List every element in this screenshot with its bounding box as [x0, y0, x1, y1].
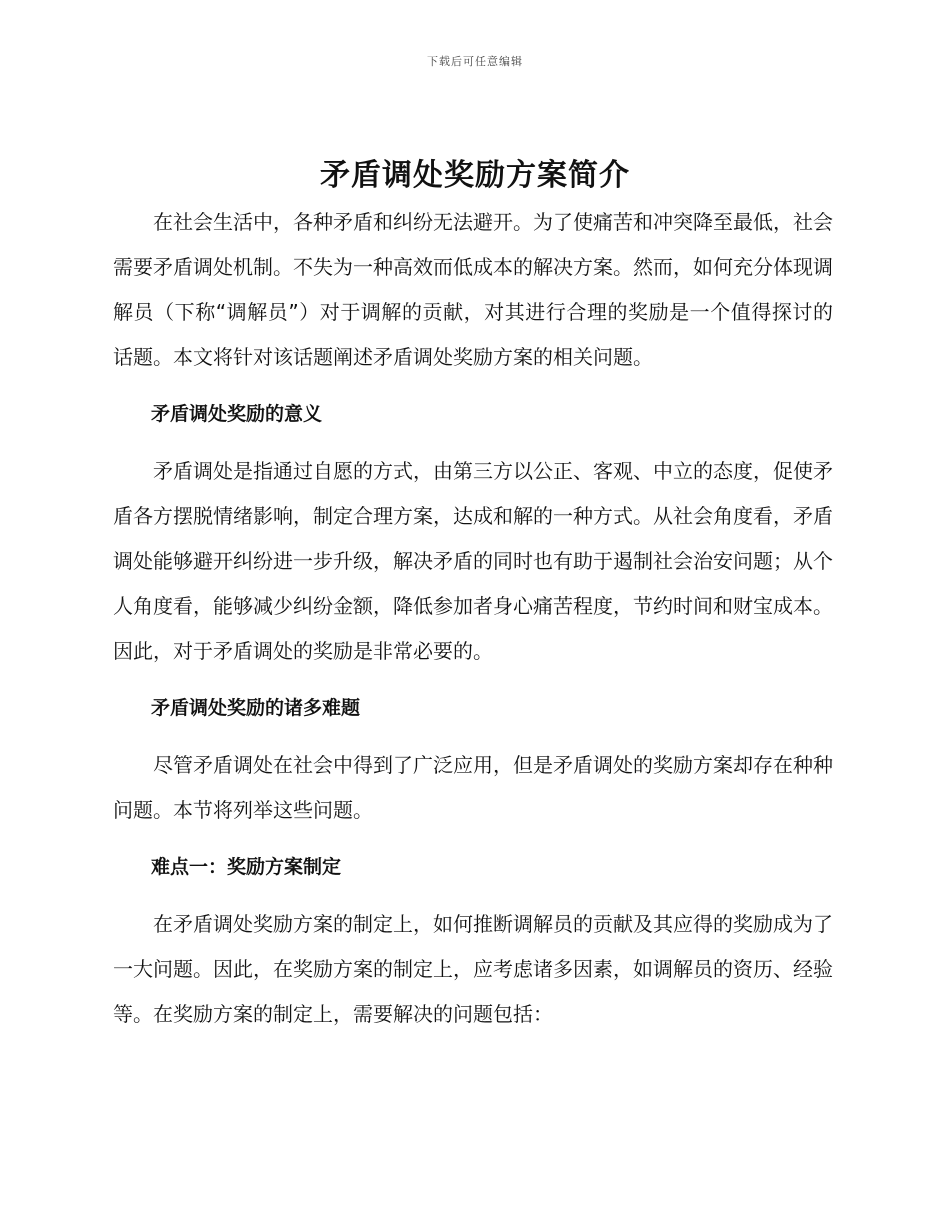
section-heading-difficulties: 矛盾调处奖励的诸多难题: [151, 697, 361, 719]
document-title: 矛盾调处奖励方案简介: [320, 158, 630, 193]
document-body: [113, 200, 833, 1037]
difficulty-one-paragraph: 在矛盾调处奖励方案的制定上，如何推断调解员的贡献及其应得的奖励成为了一大问题。因此，在奖励方案的制定上，应考虑诸多因素，如调解员的资历、经验等。在奖励方案的制定上，需要解决的问题包括：: [113, 912, 833, 1026]
section-heading-significance: 矛盾调处奖励的意义: [151, 403, 323, 425]
section-heading-difficulty-one: 难点一：奖励方案制定: [151, 856, 342, 878]
difficulties-paragraph: 尽管矛盾调处在社会中得到了广泛应用，但是矛盾调处的奖励方案却存在种种问题。本节将列举这些问题。: [113, 753, 833, 822]
significance-paragraph: 矛盾调处是指通过自愿的方式，由第三方以公正、客观、中立的态度，促使矛盾各方摆脱情绪影响，制定合理方案，达成和解的一种方式。从社会角度看，矛盾调处能够避开纠纷进一步升级，解决矛盾的同时也有助于遏制社会治安问题；从个人角度看，能够减少纠纷金额，降低参加者身心痛苦程度，节约时间和财宝成本。因此，对于矛盾调处的奖励是非常必要的。: [113, 459, 833, 663]
header-note: 下载后可任意编辑: [427, 55, 523, 68]
intro-paragraph: 在社会生活中，各种矛盾和纠纷无法避开。为了使痛苦和冲突降至最低，社会需要矛盾调处机制。不失为一种高效而低成本的解决方案。然而，如何充分体现调解员（下称“调解员”）对于调解的贡献，对其进行合理的奖励是一个值得探讨的话题。本文将针对该话题阐述矛盾调处奖励方案的相关问题。: [113, 210, 833, 369]
